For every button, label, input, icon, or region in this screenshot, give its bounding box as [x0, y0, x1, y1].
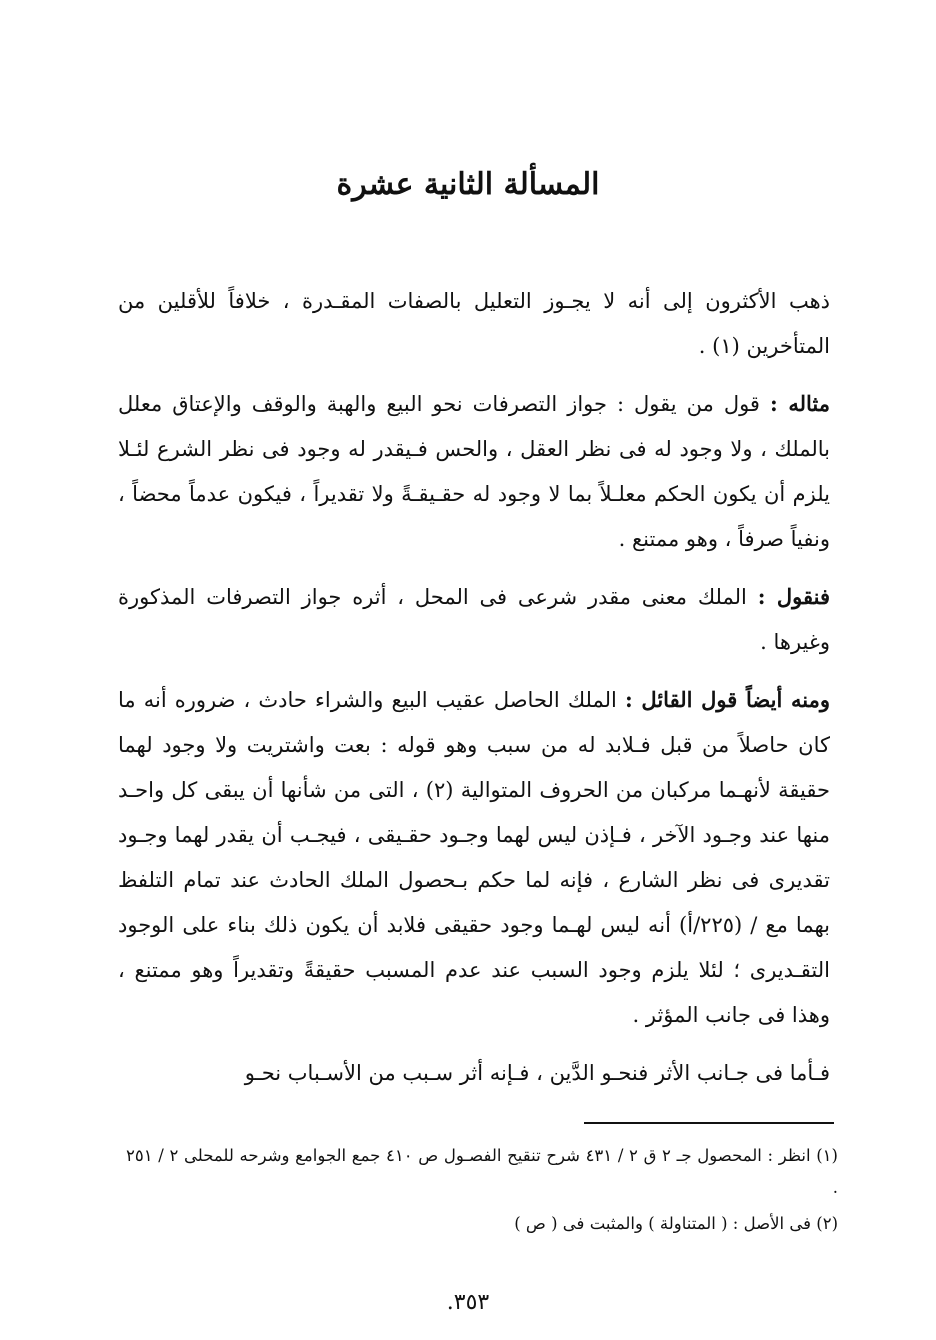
- page-number: ٣٥٣.: [446, 1290, 490, 1315]
- footnote-1: (١) انظر : المحصول جـ ٢ ق ٢ / ٤٣١ شرح تنقيح الفصـول ص ٤١٠ جمع الجوامع وشرحه للمحلى ٢ / ٢٥١ .: [126, 1146, 838, 1197]
- footnote-2: (٢) فى الأصل : ( المتناولة ) والمثبت فى ( ص ): [514, 1214, 838, 1233]
- paragraph-3-lead: فنقول :: [757, 584, 830, 609]
- paragraph-3: [118, 574, 830, 665]
- footnotes: [126, 1140, 838, 1244]
- paragraph-2-lead: مثاله :: [769, 391, 830, 416]
- paragraph-2: [118, 381, 830, 562]
- paragraph-5: [118, 1050, 830, 1096]
- body-text: [118, 278, 830, 1108]
- paragraph-5-text: فـأما فى جـانب الأثر فنحـو الدَّين ، فـإنه أثر سـبب من الأسـباب نحـو: [244, 1061, 830, 1085]
- paragraph-4-text: الملك الحاصل عقيب البيع والشراء حادث ، ضروره أنه ما كان حاصلاً من قبل فـلابد له من سبب وهو قوله : بعت واشتريت ولا وجود لهما حقيقة لأنهـما مركبان من الحروف المتوالية (٢) ، التى من شأنها أن يبقى كل واحـد منها عند وجـود الآخر ، فـإذن ليس لهما وجـود حقـيقى ، فيجـب أن يقدر لهما وجـود تقديرى فى نظر الشارع ، فإنه لما حكم بـحصول الملك الحادث عند تمام التلفظ بهما مع / (٢٢٥/أ) أنه ليس لهـما وجود حقيقى فلابد أن يكون ذلك بناء على الوجود التقـديرى ؛ لئلا يلزم وجود السبب عند عدم المسبب حقيقةً وتقديراً وهو ممتنع ، وهذا فى جانب المؤثر .: [118, 688, 830, 1027]
- paragraph-3-text: الملك معنى مقدر شرعى فى المحل ، أثره جواز التصرفات المذكورة وغيرها .: [118, 585, 830, 654]
- paragraph-1-text: ذهب الأكثرون إلى أنه لا يجـوز التعليل بالصفات المقـدرة ، خلافاً للأقلين من المتأخرين (١) .: [118, 289, 830, 358]
- paragraph-4-lead: ومنه أيضاً قول القائل :: [624, 687, 831, 712]
- paragraph-4: [118, 677, 830, 1038]
- page-title: المسألة الثانية عشرة: [336, 167, 600, 202]
- paragraph-2-text: قول من يقول : جواز التصرفات نحو البيع والهبة والوقف والإعتاق معلل بالملك ، ولا وجود له فى نظر العقل ، والحس فـيقدر له وجود فى نظر الشرع لئـلا يلزم أن يكون الحكم معلـلاً بما لا وجود له حقـيقـةً ولا تقديراً ، فيكون عدماً محضاً ، ونفياً صرفاً ، وهو ممتنع .: [118, 392, 830, 551]
- paragraph-1: [118, 278, 830, 369]
- footnote-divider: [584, 1122, 834, 1124]
